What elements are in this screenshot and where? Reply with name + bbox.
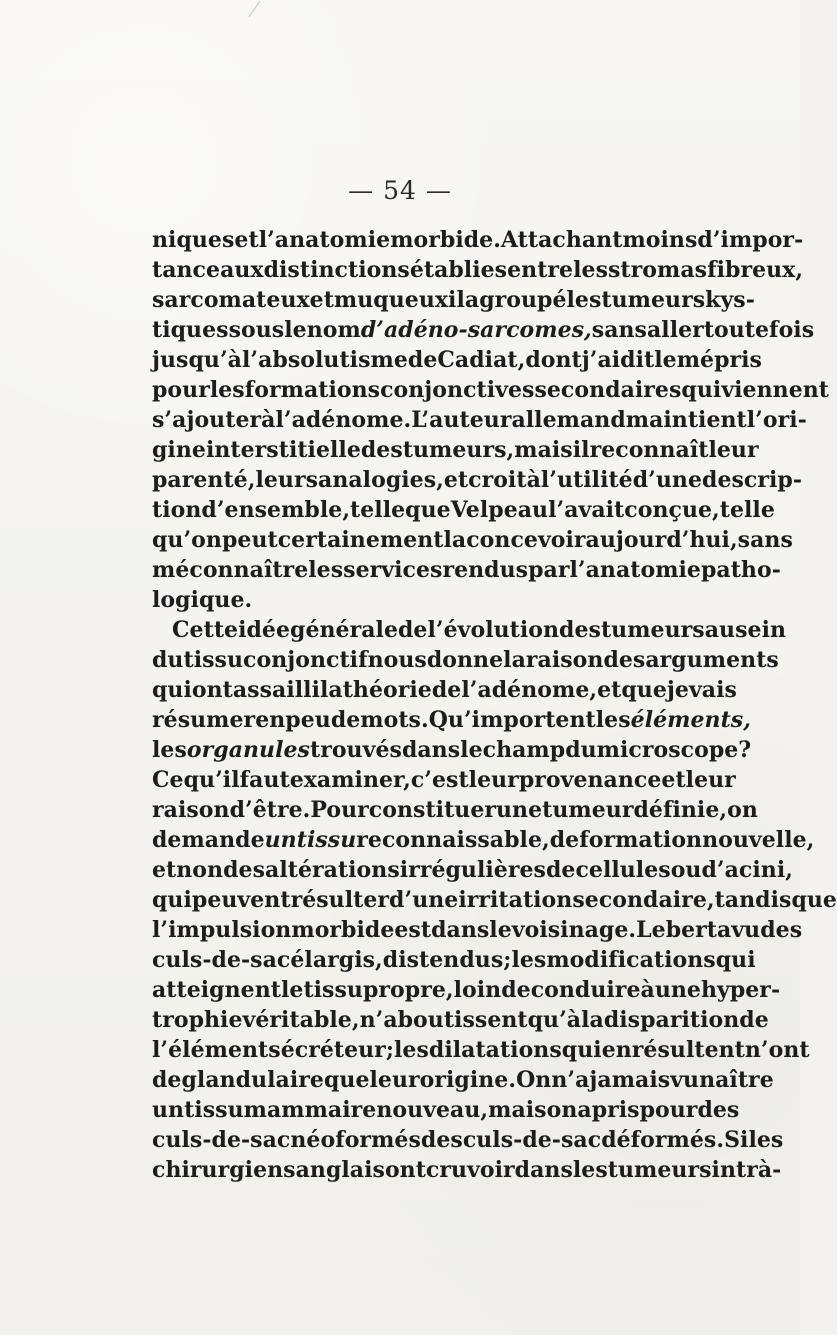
text-line [152,375,829,405]
word: par [528,557,570,583]
word: la [320,677,343,703]
word: élargis, [290,947,383,973]
word: aujourd’hui, [585,527,738,553]
word: organules [186,737,310,763]
word: secondaire, [572,887,715,913]
word: l’absolutisme [241,347,408,373]
word: peut [221,527,278,553]
word: les [152,737,187,763]
word: à [640,977,655,1003]
word: d’acini, [701,857,793,883]
word: l’ori- [746,407,807,433]
word: distendus; [382,947,512,973]
word: de [739,1007,769,1033]
text-line [152,225,804,255]
word: morbide. [390,227,501,253]
word: allemand [511,407,626,433]
word: j’ai [581,347,621,373]
word: d’impor- [697,227,804,253]
word: un [152,1097,185,1123]
word: idée [238,617,291,643]
word: croit [468,467,527,493]
word: tissu [184,1097,244,1123]
text-line [152,1125,784,1155]
word: c’est [410,767,469,793]
word: chirurgiens [152,1157,296,1183]
word: Lebert [636,917,718,943]
word: arguments [645,647,779,673]
word: Attachant [500,227,623,253]
word: du [565,737,597,763]
word: est [394,917,432,943]
word: gine [152,437,206,463]
word: peu [285,707,331,733]
word: origine. [419,1067,517,1093]
word: tumeurs [607,1157,712,1183]
word: morbide [291,917,395,943]
word: culs-de-sac [152,1127,291,1153]
word: de [152,1067,182,1093]
word: de [431,677,462,703]
word: leur [468,767,519,793]
word: voisinage. [511,917,637,943]
word: sous [228,317,285,343]
word: qu’on [152,527,222,553]
word: les [573,257,608,283]
word: conjonctives [380,377,535,403]
word: modifications [546,947,716,973]
paper-mark-icon [248,0,266,18]
word: kys- [705,287,755,313]
word: éléments, [630,707,751,733]
text-line [152,735,752,765]
word: non [176,857,224,883]
word: s’ajouter [152,407,262,433]
word: provenance [518,767,662,793]
word: on [546,1097,578,1123]
word: descrip- [702,467,803,493]
word: tumeurs [601,287,706,313]
word: interstitielle [205,437,361,463]
word: groupé [479,287,567,313]
word: leur [369,1067,420,1093]
word: en [255,707,286,733]
word: résumer [152,707,256,733]
word: services [343,557,443,583]
word: L’auteur [411,407,512,433]
word: qu’il [183,767,240,793]
word: irrégulières [399,857,546,883]
word: résulter [290,887,390,913]
text-line [152,705,751,735]
word: qui [152,887,192,913]
word: résultent [631,1037,745,1063]
word: le [489,917,512,943]
word: viennent [721,377,829,403]
word: l’avait [548,497,625,523]
word: les [748,1127,784,1153]
word: constituer [368,797,497,823]
text-line [152,1065,774,1095]
word: leurs [255,467,319,493]
word: sein [735,617,787,643]
word: vu [731,917,761,943]
text-line [152,975,781,1005]
word: les [394,1037,429,1063]
word: pour [152,377,210,403]
text-line [152,915,803,945]
word: établies [409,257,508,283]
word: trouvés [309,737,402,763]
word: de [398,617,428,643]
text-line [152,285,755,315]
word: jusqu’à [152,347,242,373]
word: nouveau, [376,1097,489,1123]
word: fibreux, [707,257,804,283]
word: parenté, [152,467,256,493]
word: tiques [152,317,229,343]
word: les [572,1157,608,1183]
text-line [152,465,803,495]
word: leur [685,767,736,793]
word: stromas [608,257,708,283]
word: reconnaissable, [356,827,550,853]
word: n’ont [744,1037,810,1063]
text-line [152,1095,740,1125]
word: demande [152,827,265,853]
word: sans [737,527,793,553]
word: Si [724,1127,749,1153]
word: culs-de-sac [462,1127,602,1153]
word: des [603,647,646,673]
word: tumeur [542,797,634,823]
word: Velpeau [450,497,549,523]
word: un [264,827,297,853]
word: a [464,287,480,313]
word: dilatations [428,1037,562,1063]
word: voir [467,1157,515,1183]
word: moins [622,227,698,253]
word: les [308,557,344,583]
word: ont [384,1157,426,1183]
word: n’aboutissent [359,1007,528,1033]
word: tissu [303,977,363,1003]
word: et [234,227,259,253]
word: nouvelle, [702,827,815,853]
word: de [501,977,531,1003]
word: et [309,287,334,313]
word: vais [688,677,737,703]
word: des [420,1127,463,1153]
word: il [448,287,465,313]
word: cru [425,1157,468,1183]
word: tance [152,257,221,283]
word: dit [620,347,655,373]
word: formation [579,827,703,853]
word: tissu [183,647,244,673]
word: qui [715,947,756,973]
word: sécréteur; [268,1037,394,1063]
word: la [581,1007,604,1033]
word: formations [244,377,381,403]
text-line [152,1005,769,1035]
word: la [443,527,467,553]
word: secondaires [534,377,682,403]
word: il [572,437,590,463]
word: raison [152,797,230,823]
word: loin [453,977,502,1003]
word: et [597,677,622,703]
word: examiner, [289,767,411,793]
word: de [407,347,438,373]
text-line [152,645,779,675]
word: pris [591,1097,640,1123]
word: a [717,917,732,943]
word: nous [367,647,427,673]
word: champ [482,737,566,763]
word: la [503,647,526,673]
word: des [360,437,403,463]
word: n’a [551,1067,590,1093]
word: des [697,1097,740,1123]
word: l’adénome, [461,677,598,703]
word: mais [514,437,573,463]
word: aux [220,257,264,283]
word: atteignent [152,977,281,1003]
word: tion [152,497,202,523]
word: mammaire [243,1097,377,1123]
word: tumeurs [600,617,705,643]
word: l’élément [152,1037,269,1063]
word: des [223,857,266,883]
word: l’anatomie [258,227,391,253]
word: dont [525,347,582,373]
word: conduire [530,977,641,1003]
word: entre [507,257,574,283]
word: logique. [152,587,253,613]
word: Cadiat, [437,347,526,373]
word: a [577,1097,592,1123]
word: qui [561,1037,602,1063]
word: que [323,1067,370,1093]
text-line [152,825,815,855]
word: sarcomateux [152,287,310,313]
word: disparition [603,1007,740,1033]
word: microscope? [596,737,752,763]
word: altérations [265,857,400,883]
word: qui [152,677,192,703]
word: peuvent [191,887,291,913]
text-line [152,525,793,555]
word: assailli [232,677,320,703]
word: véritable, [242,1007,360,1033]
word: nom [306,317,361,343]
word: que [621,677,667,703]
word: concevoir [466,527,586,553]
word: que [791,887,837,913]
page-number: — 54 — [348,176,452,205]
word: sans [591,317,647,343]
word: culs-de-sac [152,947,291,973]
word: l’utilité [540,467,633,493]
word: aller [647,317,704,343]
word: de [545,857,576,883]
word: Pour [310,797,369,823]
word: du [152,647,184,673]
word: d’adéno-sarcomes, [360,317,592,343]
word: propre, [362,977,454,1003]
word: toutefois [703,317,815,343]
word: trophie [152,1007,243,1033]
word: de [549,827,580,853]
text-line [152,255,804,285]
word: le [284,317,307,343]
word: à [526,467,541,493]
word: pour [639,1097,698,1123]
word: qu’à [527,1007,582,1033]
word: maintient [625,407,747,433]
word: tumeurs, [402,437,515,463]
word: leur [708,437,759,463]
word: intrà- [711,1157,782,1183]
text-line [152,615,787,645]
word: et [152,857,177,883]
word: les [566,287,602,313]
word: irritation [458,887,573,913]
word: dans [401,737,461,763]
word: naître [699,1067,774,1093]
word: l’évolution [427,617,560,643]
word: les [595,707,631,733]
word: de [330,707,361,733]
word: donne [426,647,504,673]
word: l’impulsion [152,917,292,943]
word: telle [719,497,775,523]
word: qui [681,377,722,403]
word: tissu [296,827,357,853]
word: des [760,917,803,943]
word: l’adénome. [275,407,412,433]
word: et [661,767,686,793]
word: définie, [633,797,728,823]
word: le [654,347,677,373]
text-line [152,675,737,705]
word: générale [290,617,398,643]
word: déformés. [601,1127,725,1153]
word: mépris [676,347,762,373]
text-line [152,885,837,915]
text-line [152,405,807,435]
text-line [152,585,700,615]
word: que [405,497,451,523]
word: à [261,407,276,433]
word: conjonctif [243,647,368,673]
word: telle [350,497,406,523]
word: anglais [295,1157,385,1183]
word: reconnaît [589,437,709,463]
word: une [496,797,543,823]
word: raison [525,647,604,673]
word: ou [670,857,702,883]
word: le [280,977,304,1003]
word: patho- [700,557,781,583]
word: niques [152,227,235,253]
text-line [152,1155,782,1185]
word: d’une [632,467,703,493]
word: le [460,737,483,763]
word: d’ensemble, [201,497,351,523]
word: conçue, [624,497,720,523]
word: théorie [342,677,432,703]
word: analogies, [318,467,444,493]
word: en [601,1037,632,1063]
word: les [511,947,547,973]
word: On [516,1067,552,1093]
text-line [152,495,775,525]
text-line [152,855,793,885]
word: Ce [152,767,184,793]
word: d’une [389,887,459,913]
word: je [666,677,689,703]
word: on [727,797,758,823]
word: rendus [442,557,529,583]
word: d’être. [229,797,311,823]
text-line [152,795,758,825]
word: ont [191,677,233,703]
word: jamais [589,1067,671,1093]
word: dans [514,1157,573,1183]
word: mais [488,1097,547,1123]
text-line [152,555,781,585]
text-line [152,345,762,375]
word: tandis [714,887,792,913]
word: néoformés [290,1127,421,1153]
word: méconnaître [152,557,309,583]
word: et [443,467,469,493]
word: les [209,377,245,403]
word: Cette [172,617,239,643]
word: hyper- [700,977,781,1003]
word: mots. [360,707,429,733]
word: dans [431,917,490,943]
word: muqueux [333,287,449,313]
word: l’anatomie [569,557,701,583]
page-body-text [152,225,837,1185]
text-line [152,435,759,465]
word: Qu’importent [428,707,596,733]
word: glandulaire [181,1067,324,1093]
text-line [152,945,756,975]
word: cellules [575,857,671,883]
text-line [152,765,736,795]
text-line [152,1035,810,1065]
word: au [704,617,736,643]
word: distinctions [263,257,410,283]
word: une [654,977,701,1003]
word: des [559,617,601,643]
word: vu [670,1067,700,1093]
text-line [152,315,815,345]
word: faut [239,767,290,793]
word: certainement [277,527,444,553]
